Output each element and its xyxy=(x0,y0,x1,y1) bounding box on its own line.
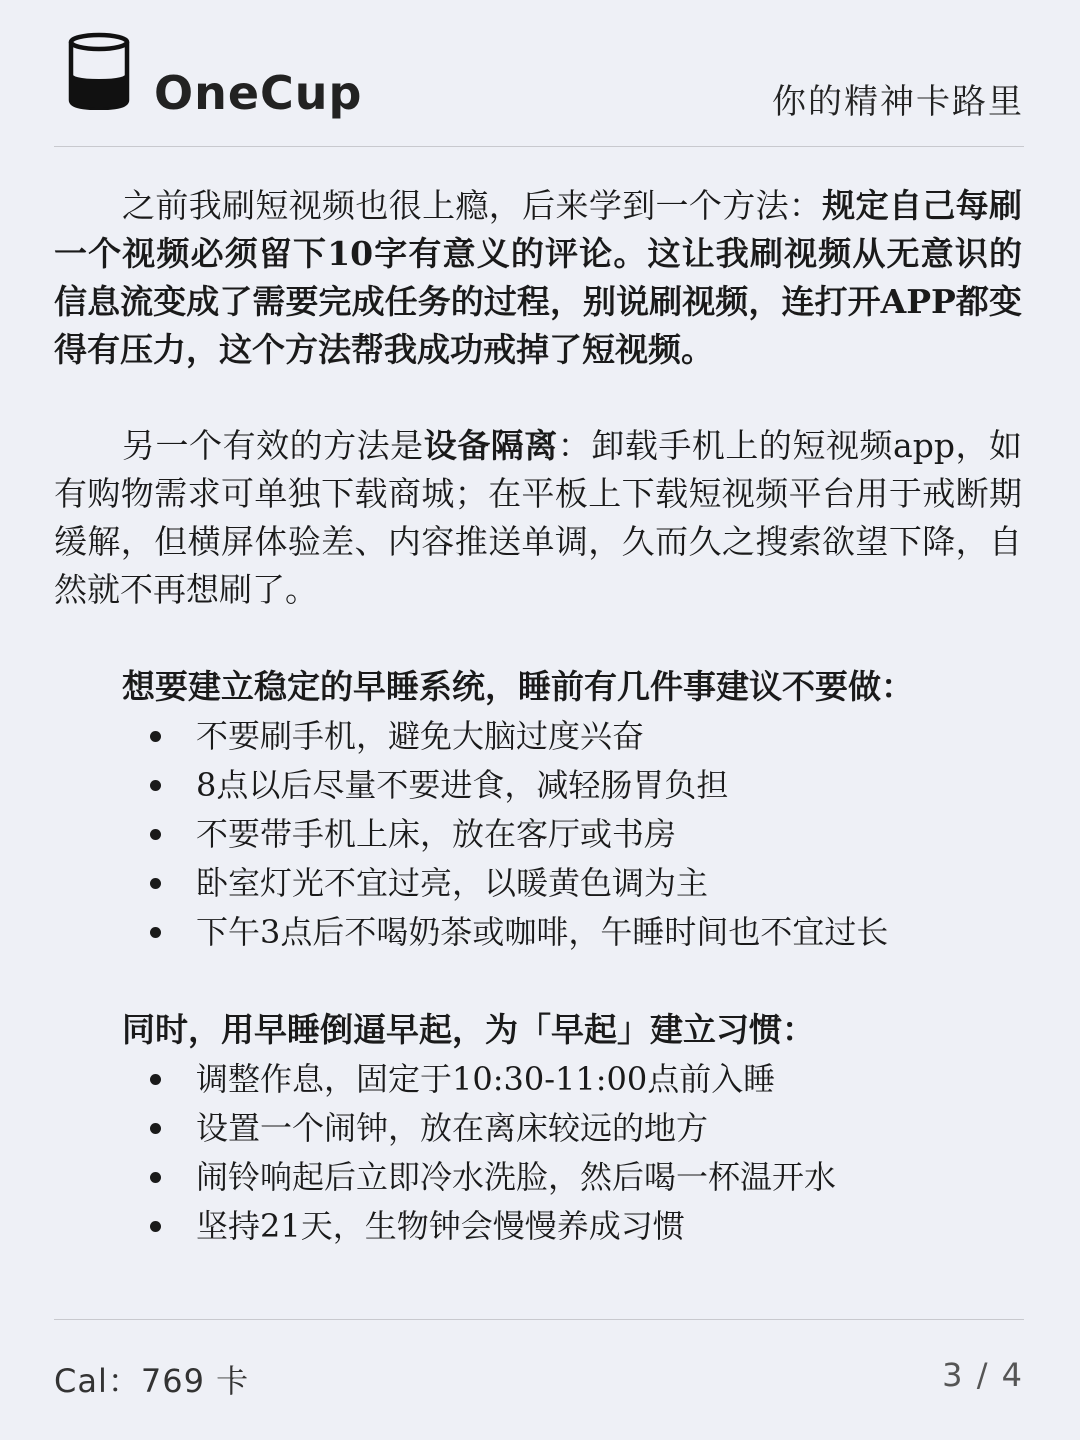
paragraph xyxy=(54,422,1022,614)
list-item xyxy=(54,1055,1022,1104)
list-item-text: 卧室灯光不宜过亮，以暖黄色调为主 xyxy=(196,864,709,902)
sleep-tips-section xyxy=(54,662,1022,957)
list-item-text: 下午3点后不喝奶茶或咖啡，午睡时间也不宜过长 xyxy=(196,913,889,951)
calorie-label: Cal：769 卡 xyxy=(54,1362,250,1400)
bullet-list xyxy=(54,712,1022,957)
list-item-text: 设置一个闹钟，放在离床较远的地方 xyxy=(196,1109,709,1147)
list-item xyxy=(54,1104,1022,1153)
bullet-icon xyxy=(150,780,161,791)
bullet-icon xyxy=(150,927,161,938)
tagline: 你的精神卡路里 xyxy=(772,82,1024,122)
bullet-icon xyxy=(150,1221,161,1232)
bullet-icon xyxy=(150,1074,161,1085)
early-rise-section xyxy=(54,1005,1022,1251)
list-item-text: 不要刷手机，避免大脑过度兴奋 xyxy=(196,717,645,755)
list-item-text: 8点以后尽量不要进食，减轻肠胃负担 xyxy=(196,766,729,804)
bullet-icon xyxy=(150,1123,161,1134)
brand-name: OneCup xyxy=(154,66,363,120)
list-item xyxy=(54,761,1022,810)
bullet-icon xyxy=(150,731,161,742)
bullet-icon xyxy=(150,1172,161,1183)
paragraph-text: 另一个有效的方法是 xyxy=(122,426,424,465)
list-item-text: 调整作息，固定于10:30-11:00点前入睡 xyxy=(196,1060,776,1098)
paragraph-text: ：卸载手机上的短视频app，如有购物需求可单独下载商城；在平板上下载短视频平台用于戒断期缓解，但横屏体验差、内容推送单调，久而久之搜索欲望下降，自然就不再想刷了。 xyxy=(54,426,1022,609)
list-item xyxy=(54,712,1022,761)
list-item xyxy=(54,810,1022,859)
list-item-text: 坚持21天，生物钟会慢慢养成习惯 xyxy=(196,1207,685,1245)
paragraph-bold-text: 设备隔离 xyxy=(423,426,558,465)
paragraph-text: 之前我刷短视频也很上瘾，后来学到一个方法： xyxy=(122,186,823,225)
header xyxy=(54,30,1024,147)
list-item xyxy=(54,859,1022,908)
list-item xyxy=(54,908,1022,957)
footer xyxy=(54,1319,1024,1420)
paragraph xyxy=(54,182,1022,374)
article-body xyxy=(54,182,1022,1251)
bullet-icon xyxy=(150,878,161,889)
section-title: 想要建立稳定的早睡系统，睡前有几件事建议不要做： xyxy=(122,667,914,706)
section-title: 同时，用早睡倒逼早起，为「早起」建立习惯： xyxy=(122,1010,815,1049)
bullet-list xyxy=(54,1055,1022,1251)
cup-icon xyxy=(68,32,130,110)
list-item-text: 闹铃响起后立即冷水洗脸，然后喝一杯温开水 xyxy=(196,1158,837,1196)
list-item xyxy=(54,1202,1022,1251)
list-item-text: 不要带手机上床，放在客厅或书房 xyxy=(196,815,677,853)
bullet-icon xyxy=(150,829,161,840)
paragraph-bold-text: 规定自己每刷一个视频必须留下10字有意义的评论。这让我刷视频从无意识的信息流变成了需要完成任务的过程，别说刷视频，连打开APP都变得有压力，这个方法帮我成功戒掉了短视频。 xyxy=(54,186,1023,369)
list-item xyxy=(54,1153,1022,1202)
page-indicator: 3 / 4 xyxy=(942,1356,1024,1394)
